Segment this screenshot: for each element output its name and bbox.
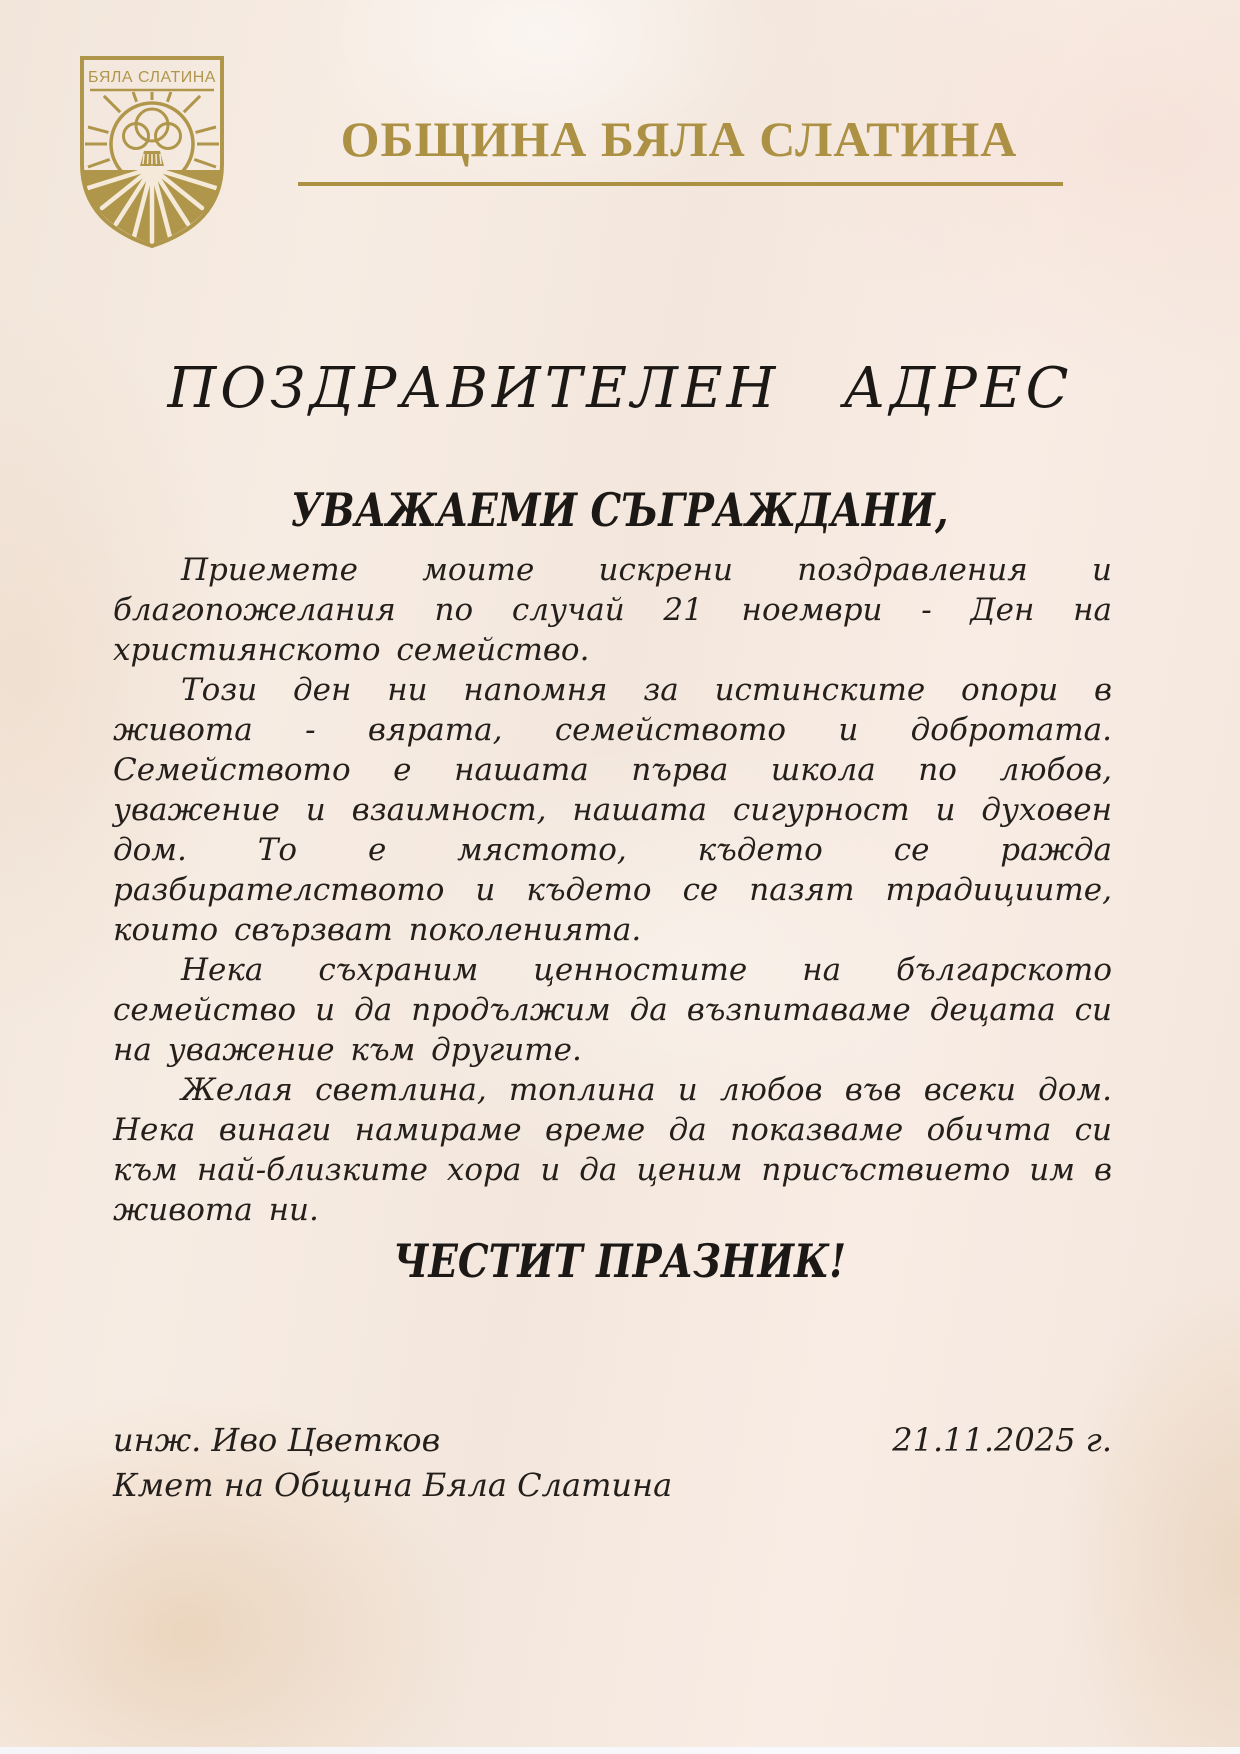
paragraph: Желая светлина, топлина и любов във всеки дом. Нека винаги намираме време да показваме обичта си към най-близките хора и да ценим присъствието им в живота ни. [113,1072,1112,1228]
signature-block [113,1418,1112,1508]
emblem-label: БЯЛА СЛАТИНА [88,69,216,86]
body-text [113,550,1112,1230]
paragraph: Този ден ни напомня за истинските опори в живота - вярата, семейството и добротата. Семейството е нашата първа школа по любов, уважение и взаимност, нашата сигурност и духовен дом. То е мястото, където се ражда разбирателството и където се пазят традициите, които свързват поколенията. [113,672,1112,948]
signature-date: 21.11.2025 г. [892,1421,1112,1459]
background-texture [0,1747,1240,1754]
paragraph: Приемете моите искрени поздравления и благопожелания по случай 21 ноември - Ден на християнското семейство. [113,552,1112,668]
salutation-text: УВАЖАЕМИ СЪГРАЖДАНИ, [291,483,949,537]
page-header [290,110,1068,186]
salutation [0,483,1240,537]
document-title: ПОЗДРАВИТЕЛЕН АДРЕС [167,356,1073,421]
header-underline [298,182,1063,186]
closing-text: ЧЕСТИТ ПРАЗНИК! [393,1234,847,1288]
closing-greeting [0,1234,1240,1288]
emblem-cotton-boll [124,109,181,166]
municipality-title: ОБЩИНА БЯЛА СЛАТИНА [340,111,1018,167]
signature-name: инж. Иво Цветков [113,1421,441,1459]
signature-position: Кмет на Община Бяла Слатина [113,1466,673,1504]
emblem-field [83,168,221,244]
paragraph: Нека съхраним ценностите на българското семейство и да продължим да възпитаваме децата си на уважение към другите. [113,952,1112,1068]
municipality-emblem [76,52,228,252]
